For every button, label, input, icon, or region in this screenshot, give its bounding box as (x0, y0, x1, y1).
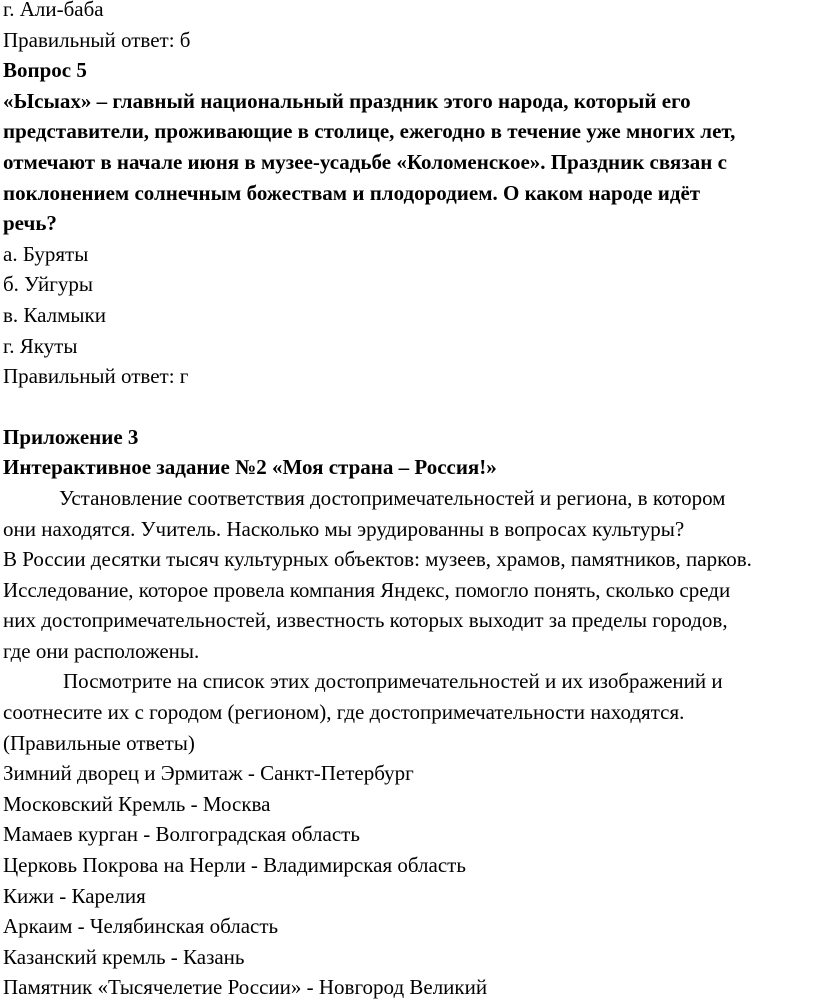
task-title: Интерактивное задание №2 «Моя страна – Россия!» (3, 455, 497, 480)
paragraph-2-line: где они расположены. (3, 638, 200, 663)
answer-list-item: Памятник «Тысячелетие России» - Новгород Великий (3, 975, 488, 1000)
question-5-option-c: в. Калмыки (3, 302, 106, 327)
paragraph-1-line: Установление соответствия достопримечательностей и региона, в котором (59, 485, 726, 510)
answer-list-item: Кижи - Карелия (3, 883, 146, 908)
previous-correct-answer: Правильный ответ: б (3, 27, 191, 52)
answer-list-item: Мамаев курган - Волгоградская область (3, 822, 360, 847)
appendix-title: Приложение 3 (3, 424, 139, 449)
paragraph-2-line: них достопримечательностей, известность которых выходит за пределы городов, (3, 608, 728, 633)
question-5-text-line: речь? (3, 211, 57, 236)
question-5-text-line: «Ысыах» – главный национальный праздник этого народа, который его (3, 88, 691, 113)
answer-list-item: Зимний дворец и Эрмитаж - Санкт-Петербург (3, 761, 414, 786)
answer-list-item: Казанский кремль - Казань (3, 944, 245, 969)
spacer (3, 392, 815, 422)
question-5-text-line: поклонением солнечным божествам и плодородием. О каком народе идёт (3, 180, 701, 205)
question-5-text-line: отмечают в начале июня в музее-усадьбе «Коломенское». Праздник связан с (3, 149, 727, 174)
paragraph-3-line: соотнесите их с городом (регионом), где достопримечательности находятся. (3, 700, 685, 725)
paragraph-3-line: (Правильные ответы) (3, 730, 195, 755)
answer-list-item: Церковь Покрова на Нерли - Владимирская область (3, 853, 466, 878)
question-5-correct-answer: Правильный ответ: г (3, 364, 189, 389)
paragraph-3-line: Посмотрите на список этих достопримечательностей и их изображений и (63, 669, 723, 694)
answer-list-item: Московский Кремль - Москва (3, 791, 271, 816)
paragraph-1-line: они находятся. Учитель. Насколько мы эрудированны в вопросах культуры? (3, 516, 685, 541)
question-5-text-line: представители, проживающие в столице, ежегодно в течение уже многих лет, (3, 119, 736, 144)
paragraph-2-line: В России десятки тысяч культурных объектов: музеев, храмов, памятников, парков. (3, 547, 752, 572)
question-5-option-a: а. Буряты (3, 241, 89, 266)
paragraph-2-line: Исследование, которое провела компания Яндекс, помогло понять, сколько среди (3, 577, 731, 602)
question-5-option-b: б. Уйгуры (3, 272, 93, 297)
question-5-heading: Вопрос 5 (3, 58, 87, 83)
answer-list-item: Аркаим - Челябинская область (3, 914, 279, 939)
previous-option-d: г. Али-баба (3, 0, 104, 21)
question-5-option-d: г. Якуты (3, 333, 78, 358)
